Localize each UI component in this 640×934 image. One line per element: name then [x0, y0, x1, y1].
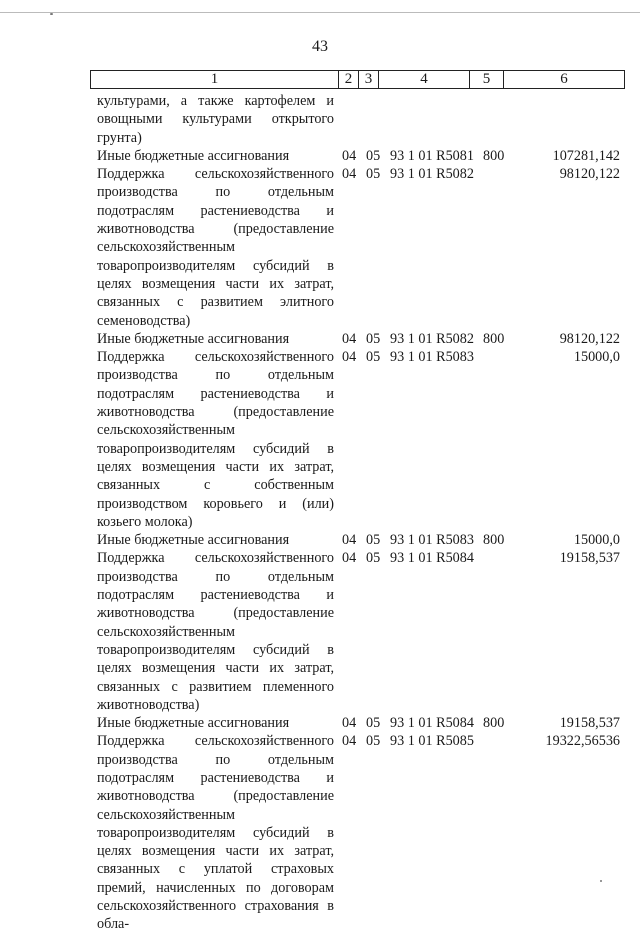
- row-section: 04: [342, 166, 357, 183]
- column-header-1: 1: [91, 71, 339, 89]
- row-section: 04: [342, 532, 357, 549]
- table-row: [97, 330, 620, 348]
- row-expense-type: 800: [483, 147, 505, 164]
- column-header-2: 2: [339, 71, 359, 89]
- row-subsection: 05: [366, 715, 381, 732]
- row-subsection: 05: [366, 532, 381, 549]
- column-header-6: 6: [504, 71, 625, 89]
- row-name: культурами, а также картофелем и овощными культурами открытого грунта): [97, 93, 334, 146]
- row-target-article: 93 1 01 R5082: [390, 330, 474, 347]
- row-subsection: 05: [366, 550, 381, 567]
- row-name: Иные бюджетные ассигнования: [97, 330, 290, 347]
- row-amount: 15000,0: [573, 532, 620, 549]
- row-name: Поддержка сельскохозяйственного производства по отдельным подотраслям растениеводства и животноводства (предоставление сельскохозяйственным товаропроизводителям субсидий в целях возмещения части их затрат, связанных с уплатой страховых премий, начисленных по договорам сельскохозяйственного страхования в обла-: [97, 733, 334, 933]
- row-section: 04: [342, 715, 357, 732]
- table-row: [97, 549, 620, 714]
- row-section: 04: [342, 733, 357, 750]
- row-section: 04: [342, 550, 357, 567]
- row-amount: 19322,56536: [545, 733, 620, 750]
- row-subsection: 05: [366, 166, 381, 183]
- page-number: 43: [312, 38, 328, 55]
- row-amount: 19158,537: [559, 715, 620, 732]
- row-target-article: 93 1 01 R5083: [390, 532, 474, 549]
- row-name: Поддержка сельскохозяйственного производства по отдельным подотраслям растениеводства и животноводства (предоставление сельскохозяйственным товаропроизводителям субсидий в целях возмещения части их затрат, связанных с развитием племенного животноводства): [97, 550, 334, 713]
- row-amount: 107281,142: [552, 147, 620, 164]
- row-expense-type: 800: [483, 715, 505, 732]
- row-name: Поддержка сельскохозяйственного производства по отдельным подотраслям растениеводства и животноводства (предоставление сельскохозяйственным товаропроизводителям субсидий в целях возмещения части их затрат, связанных с развитием элитного семеноводства): [97, 166, 334, 329]
- row-target-article: 93 1 01 R5083: [390, 349, 474, 366]
- row-subsection: 05: [366, 147, 381, 164]
- row-target-article: 93 1 01 R5084: [390, 715, 474, 732]
- budget-table-body: [97, 92, 620, 934]
- row-expense-type: 800: [483, 532, 505, 549]
- row-name: Иные бюджетные ассигнования: [97, 715, 290, 732]
- row-name: Поддержка сельскохозяйственного производства по отдельным подотраслям растениеводства и животноводства (предоставление сельскохозяйственным товаропроизводителям субсидий в целях возмещения части их затрат, связанных с собственным производством коровьего и (или) козьего молока): [97, 349, 334, 530]
- row-section: 04: [342, 330, 357, 347]
- row-amount: 98120,122: [559, 166, 620, 183]
- row-name: Иные бюджетные ассигнования: [97, 532, 290, 549]
- table-row: [97, 147, 620, 165]
- row-subsection: 05: [366, 349, 381, 366]
- table-row: [97, 732, 620, 933]
- row-amount: 19158,537: [559, 550, 620, 567]
- row-target-article: 93 1 01 R5082: [390, 166, 474, 183]
- row-expense-type: 800: [483, 330, 505, 347]
- column-header-3: 3: [359, 71, 379, 89]
- table-row: [97, 531, 620, 549]
- row-subsection: 05: [366, 330, 381, 347]
- table-row: [97, 348, 620, 531]
- row-name: Иные бюджетные ассигнования: [97, 147, 290, 164]
- row-amount: 98120,122: [559, 330, 620, 347]
- scan-edge-line: [0, 12, 640, 13]
- column-header-5: 5: [470, 71, 504, 89]
- scan-speck: [50, 13, 53, 15]
- table-row: [97, 92, 617, 147]
- row-target-article: 93 1 01 R5084: [390, 550, 474, 567]
- column-header-table: [90, 70, 625, 89]
- row-target-article: 93 1 01 R5081: [390, 147, 474, 164]
- row-target-article: 93 1 01 R5085: [390, 733, 474, 750]
- table-row: [97, 165, 620, 330]
- row-section: 04: [342, 349, 357, 366]
- row-section: 04: [342, 147, 357, 164]
- row-subsection: 05: [366, 733, 381, 750]
- table-row: [97, 714, 620, 732]
- column-header-4: 4: [379, 71, 470, 89]
- row-amount: 15000,0: [573, 349, 620, 366]
